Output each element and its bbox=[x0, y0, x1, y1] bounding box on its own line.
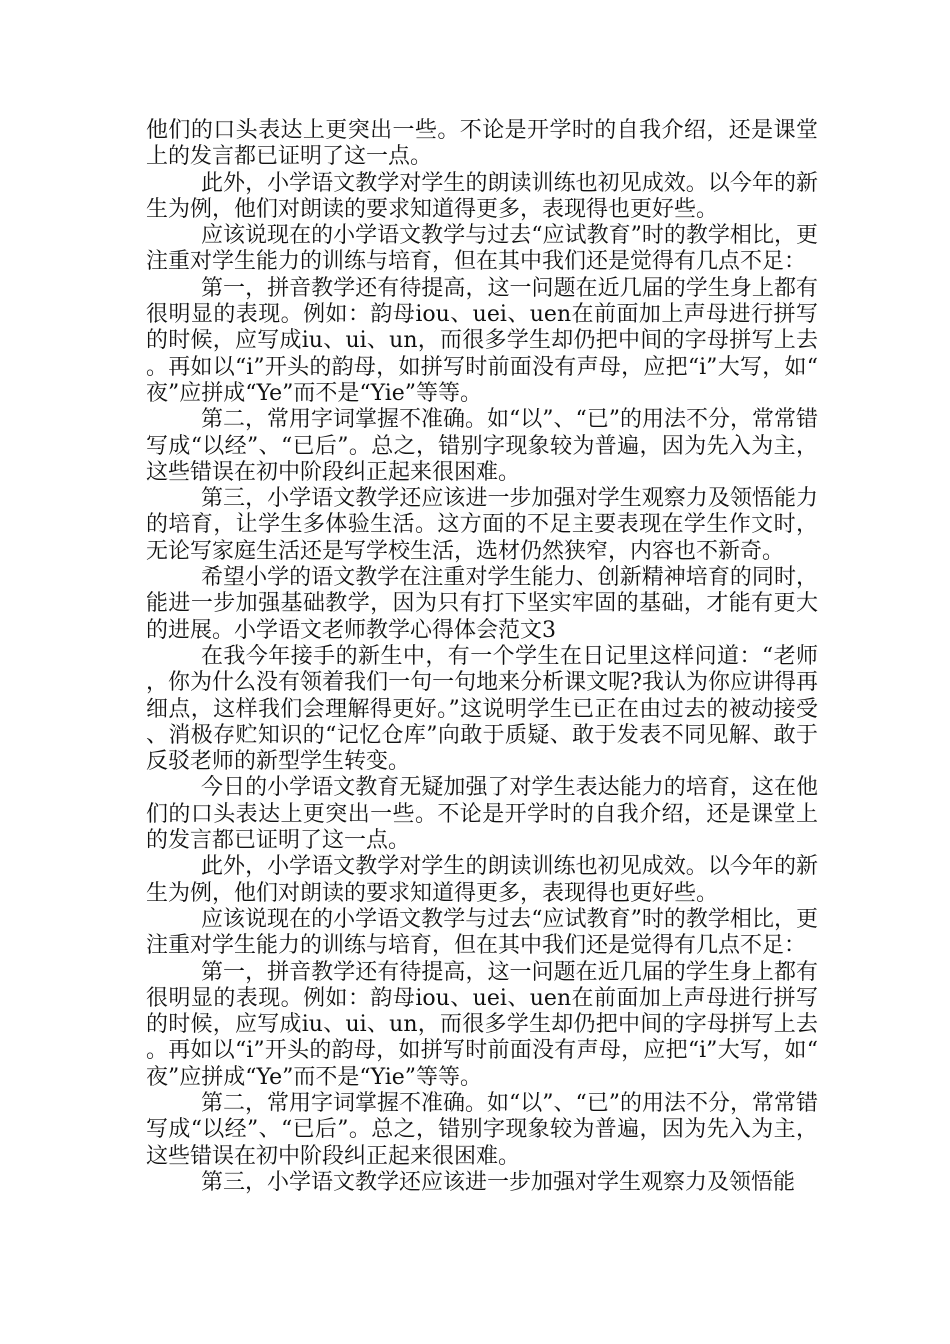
paragraph-7: 希望小学的语文教学在注重对学生能力、创新精神培育的同时，能进一步加强基础教学，因为只有打下坚实牢固的基础，才能有更大的进展。小学语文老师教学心得体会范文3 bbox=[146, 565, 818, 643]
paragraph-11: 应该说现在的小学语文教学与过去“应试教育”时的教学相比，更注重对学生能力的训练与培育，但在其中我们还是觉得有几点不足： bbox=[146, 906, 818, 959]
paragraph-13: 第二，常用字词掌握不准确。如“以”、“已”的用法不分，常常错写成“以经”、“已后”。总之，错别字现象较为普遍，因为先入为主，这些错误在初中阶段纠正起来很困难。 bbox=[146, 1090, 818, 1169]
paragraph-5: 第二，常用字词掌握不准确。如“以”、“已”的用法不分，常常错写成“以经”、“已后”。总之，错别字现象较为普遍，因为先入为主，这些错误在初中阶段纠正起来很困难。 bbox=[146, 407, 818, 485]
paragraph-9: 今日的小学语文教育无疑加强了对学生表达能力的培育，这在他们的口头表达上更突出一些。不论是开学时的自我介绍，还是课堂上的发言都已证明了这一点。 bbox=[146, 775, 818, 854]
paragraph-1: 他们的口头表达上更突出一些。不论是开学时的自我介绍，还是课堂上的发言都已证明了这一点。 bbox=[146, 118, 818, 170]
document-page bbox=[146, 118, 818, 1196]
paragraph-3: 应该说现在的小学语文教学与过去“应试教育”时的教学相比，更注重对学生能力的训练与培育，但在其中我们还是觉得有几点不足： bbox=[146, 223, 818, 275]
paragraph-6: 第三，小学语文教学还应该进一步加强对学生观察力及领悟能力的培育，让学生多体验生活。这方面的不足主要表现在学生作文时，无论写家庭生活还是写学校生活，选材仍然狭窄，内容也不新奇。 bbox=[146, 486, 818, 564]
paragraph-12: 第一，拼音教学还有待提高，这一问题在近几届的学生身上都有很明显的表现。例如：韵母iou、uei、uen在前面加上声母进行拼写的时候，应写成iu、ui、un，而很多学生却仍把中间的字母拼写上去。再如以“i”开头的韵母，如拼写时前面没有声母，应把“i”大写，如“夜”应拼成“Ye”而不是“Yie”等等。 bbox=[146, 959, 818, 1090]
paragraph-14: 第三，小学语文教学还应该进一步加强对学生观察力及领悟能 bbox=[201, 1169, 796, 1195]
paragraph-4: 第一，拼音教学还有待提高，这一问题在近几届的学生身上都有很明显的表现。例如：韵母iou、uei、uen在前面加上声母进行拼写的时候，应写成iu、ui、un，而很多学生却仍把中间的字母拼写上去。再如以“i”开头的韵母，如拼写时前面没有声母，应把“i”大写，如“夜”应拼成“Ye”而不是“Yie”等等。 bbox=[146, 275, 818, 406]
paragraph-2: 此外，小学语文教学对学生的朗读训练也初见成效。以今年的新生为例，他们对朗读的要求知道得更多，表现得也更好些。 bbox=[146, 170, 818, 222]
paragraph-8: 在我今年接手的新生中，有一个学生在日记里这样问道：“老师，你为什么没有领着我们一句一句地来分析课文呢?我认为你应讲得再细点，这样我们会理解得更好。”这说明学生已正在由过去的被动接受、消极存贮知识的“记忆仓库”向敢于质疑、敢于发表不同见解、敢于反驳老师的新型学生转变。 bbox=[146, 643, 818, 775]
paragraph-10: 此外，小学语文教学对学生的朗读训练也初见成效。以今年的新生为例，他们对朗读的要求知道得更多，表现得也更好些。 bbox=[146, 854, 818, 906]
